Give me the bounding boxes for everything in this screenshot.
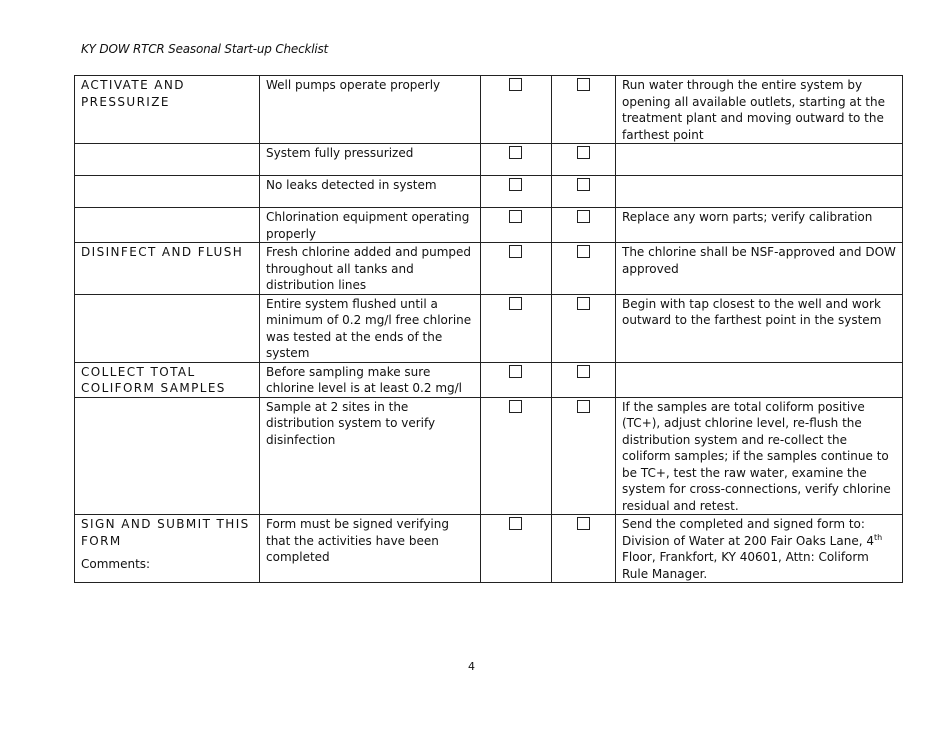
checkbox-cell (552, 176, 616, 208)
checkbox-cell (552, 362, 616, 397)
table-row (75, 176, 903, 208)
table-row (75, 144, 903, 176)
table-row (75, 515, 903, 583)
item-cell: Before sampling make sure chlorine level is at least 0.2 mg/l (260, 362, 481, 397)
item-cell: Well pumps operate properly (260, 76, 481, 144)
item-cell: Form must be signed verifying that the activities have been completed (260, 515, 481, 583)
checkbox-cell (552, 243, 616, 295)
checkbox[interactable] (577, 245, 590, 258)
checkbox-cell (481, 176, 552, 208)
checkbox[interactable] (509, 78, 522, 91)
table-row (75, 294, 903, 362)
item-cell: Fresh chlorine added and pumped throughout all tanks and distribution lines (260, 243, 481, 295)
notes-text: Send the completed and signed form to: Division of Water at 200 Fair Oaks Lane, 4 (622, 517, 874, 548)
checkbox[interactable] (577, 400, 590, 413)
notes-cell (616, 362, 903, 397)
checkbox-cell (481, 515, 552, 583)
checkbox[interactable] (577, 517, 590, 530)
checkbox-cell (481, 144, 552, 176)
notes-cell: Run water through the entire system by opening all available outlets, starting at the treatment plant and moving outward to the farthest point (616, 76, 903, 144)
section-cell (75, 144, 260, 176)
table-row (75, 397, 903, 515)
table-row (75, 362, 903, 397)
notes-cell (616, 176, 903, 208)
checklist-table (74, 75, 903, 583)
ordinal-suffix: th (873, 532, 883, 542)
checkbox[interactable] (509, 400, 522, 413)
table-row (75, 243, 903, 295)
section-cell (75, 397, 260, 515)
checkbox[interactable] (577, 178, 590, 191)
checkbox-cell (552, 515, 616, 583)
checkbox-cell (552, 397, 616, 515)
section-cell (75, 208, 260, 243)
checkbox-cell (481, 208, 552, 243)
checkbox[interactable] (509, 210, 522, 223)
item-cell: No leaks detected in system (260, 176, 481, 208)
checkbox-cell (481, 397, 552, 515)
checkbox-cell (481, 243, 552, 295)
comments-label: Comments: (81, 557, 151, 571)
checkbox[interactable] (509, 365, 522, 378)
checkbox-cell (552, 76, 616, 144)
notes-cell (616, 515, 903, 583)
document-header: KY DOW RTCR Seasonal Start-up Checklist (81, 42, 329, 56)
item-cell: Chlorination equipment operating properly (260, 208, 481, 243)
section-cell: SIGN AND SUBMIT THIS FORM (75, 515, 260, 583)
page-number: 4 (468, 660, 475, 673)
checkbox[interactable] (577, 210, 590, 223)
notes-text: Floor, Frankfort, KY 40601, Attn: Coliform Rule Manager. (622, 550, 869, 581)
checkbox[interactable] (577, 365, 590, 378)
checkbox-cell (481, 294, 552, 362)
checkbox[interactable] (509, 146, 522, 159)
checkbox-cell (481, 76, 552, 144)
checkbox[interactable] (577, 78, 590, 91)
item-cell: System fully pressurized (260, 144, 481, 176)
checkbox[interactable] (577, 146, 590, 159)
item-cell: Entire system flushed until a minimum of 0.2 mg/l free chlorine was tested at the ends of the system (260, 294, 481, 362)
checkbox[interactable] (509, 178, 522, 191)
checkbox[interactable] (509, 517, 522, 530)
checkbox-cell (481, 362, 552, 397)
section-cell (75, 176, 260, 208)
checkbox-cell (552, 208, 616, 243)
notes-cell: Replace any worn parts; verify calibration (616, 208, 903, 243)
notes-cell: If the samples are total coliform positive (TC+), adjust chlorine level, re-flush the distribution system and re-collect the coliform samples; if the samples continue to be TC+, test the raw water, examine the system for cross-connections, verify chlorine residual and retest. (616, 397, 903, 515)
notes-cell (616, 144, 903, 176)
checkbox[interactable] (577, 297, 590, 310)
notes-cell: The chlorine shall be NSF-approved and DOW approved (616, 243, 903, 295)
section-cell: COLLECT TOTAL COLIFORM SAMPLES (75, 362, 260, 397)
section-cell: DISINFECT AND FLUSH (75, 243, 260, 295)
checkbox[interactable] (509, 245, 522, 258)
checkbox-cell (552, 294, 616, 362)
table-row (75, 76, 903, 144)
item-cell: Sample at 2 sites in the distribution system to verify disinfection (260, 397, 481, 515)
section-cell (75, 294, 260, 362)
checkbox-cell (552, 144, 616, 176)
table-row (75, 208, 903, 243)
checkbox[interactable] (509, 297, 522, 310)
section-cell: ACTIVATE AND PRESSURIZE (75, 76, 260, 144)
notes-cell: Begin with tap closest to the well and work outward to the farthest point in the system (616, 294, 903, 362)
